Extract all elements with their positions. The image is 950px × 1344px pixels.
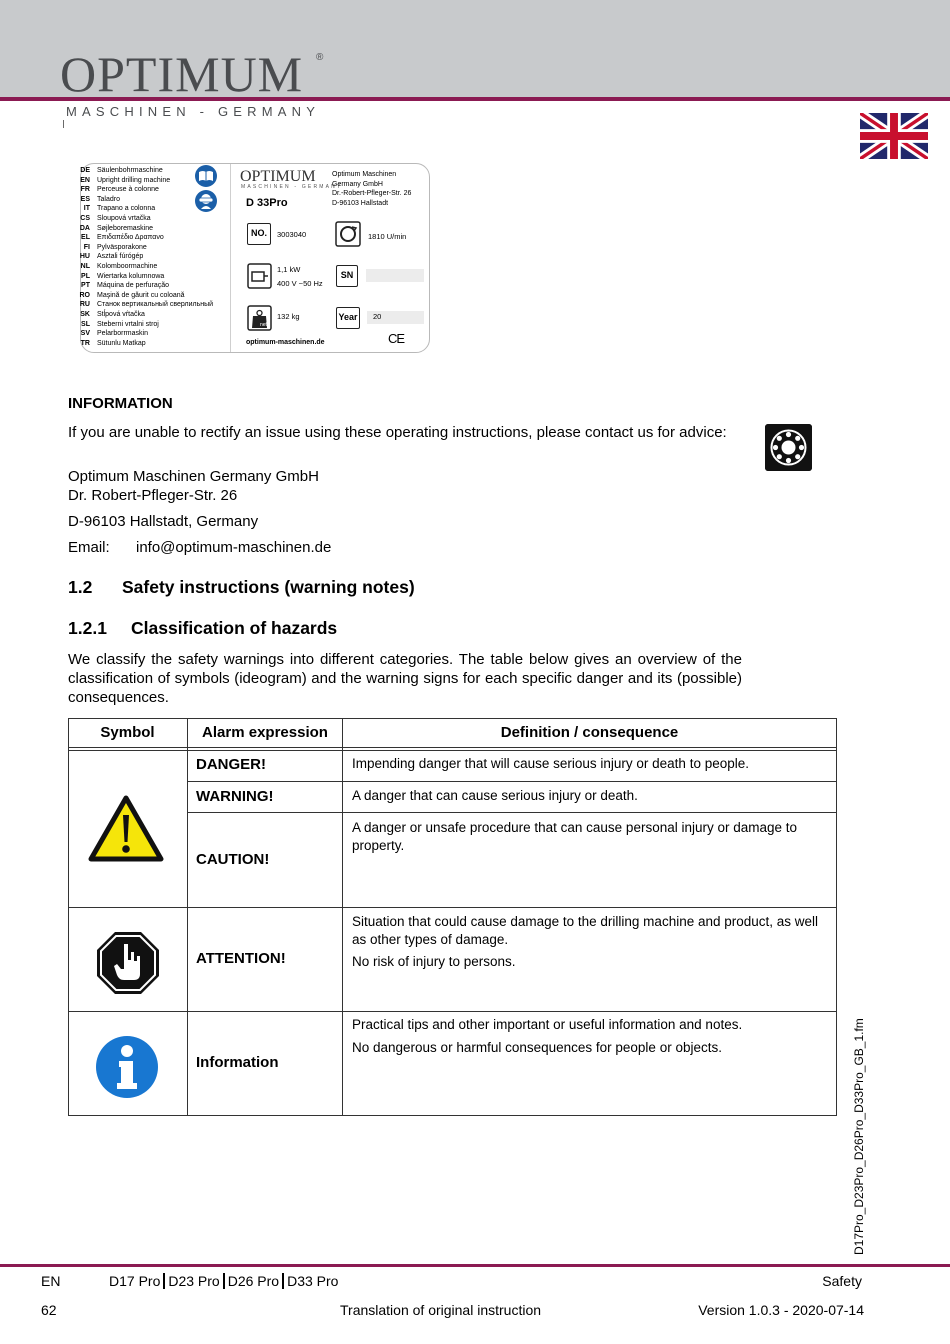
alarm-warning: WARNING!: [196, 788, 274, 805]
nameplate-divider: [230, 164, 231, 352]
section-title-1-2: Safety instructions (warning notes): [122, 577, 415, 597]
weight-icon-label: net: [260, 322, 267, 328]
footer-model: D33 Pro: [287, 1273, 339, 1289]
language-machine-name: Станок вертикальный сверлильный: [97, 301, 214, 309]
table-header-rule-1: [68, 747, 837, 748]
language-machine-name: Steberni vrtalni stroj: [97, 320, 159, 328]
footer-language: EN: [41, 1273, 61, 1289]
information-icon: [95, 1035, 159, 1099]
language-machine-name: Maşină de găurit cu coloană: [97, 291, 185, 299]
language-code: HU: [79, 253, 90, 261]
table-header-alarm: Alarm expression: [202, 724, 328, 741]
source-file-label: D17Pro_D23Pro_D26Pro_D33Pro_GB_1.fm: [852, 1018, 866, 1255]
table-col-line-1: [187, 718, 188, 1116]
language-code: IT: [83, 205, 90, 213]
language-machine-name: Stĺpová vŕtačka: [97, 311, 145, 318]
table-border-top: [68, 718, 837, 719]
footer-model: D17 Pro: [109, 1273, 161, 1289]
language-code: SL: [81, 320, 90, 328]
alarm-caution: CAUTION!: [196, 851, 270, 868]
language-machine-name: Pelarborrmaskin: [97, 330, 148, 338]
table-header-definition: Definition / consequence: [500, 724, 679, 741]
table-border-right: [836, 718, 837, 1116]
definition-information-note: No dangerous or harmful consequences for people or objects.: [352, 1040, 722, 1055]
language-code: SK: [80, 311, 90, 318]
footer-translation-note: Translation of original instruction: [340, 1302, 542, 1318]
table-row-line-4: [68, 1011, 837, 1012]
information-heading: INFORMATION: [68, 395, 173, 412]
email-link[interactable]: info@optimum-maschinen.de: [136, 539, 332, 556]
article-number-value: 3003040: [277, 230, 307, 239]
nameplate-logo: OPTIMUM: [240, 168, 316, 185]
alarm-danger: DANGER!: [196, 756, 266, 773]
language-code: EL: [81, 234, 90, 242]
company-city: D-96103 Hallstadt, Germany: [68, 513, 259, 530]
language-code: DE: [80, 167, 90, 174]
year-label: Year: [336, 307, 360, 329]
language-code: FR: [80, 186, 90, 194]
language-code: ES: [80, 195, 90, 203]
definition-attention: Situation that could cause damage to the drilling machine and product, as well as other types of damage.: [352, 914, 819, 947]
motor-icon: [247, 263, 272, 289]
brand-tick: [63, 120, 64, 128]
email-label: Email:: [68, 539, 110, 556]
table-row-line-2: [187, 812, 837, 813]
language-machine-name: Máquina de perfuração: [97, 282, 169, 290]
language-code: PT: [81, 282, 90, 290]
language-machine-name: Επιδαπέδιο Δραπανο: [97, 234, 164, 242]
company-name: Optimum Maschinen Germany GmbH: [68, 468, 319, 485]
footer-rule: [0, 1264, 950, 1267]
definition-attention-note: No risk of injury to persons.: [352, 954, 516, 969]
table-col-line-2: [342, 718, 343, 1116]
nameplate-model: D 33Pro: [246, 197, 288, 209]
definition-caution: A danger or unsafe procedure that can cause personal injury or damage to property.: [352, 820, 798, 853]
alarm-information: Information: [196, 1054, 279, 1071]
nameplate-website: optimum-maschinen.de: [246, 339, 325, 346]
section-number-1-2: 1.2: [68, 577, 93, 597]
nameplate-address: Optimum Maschinen Germany GmbH Dr.-Robert-Pfleger-Str. 26 D-96103 Hallstadt: [332, 171, 412, 207]
language-machine-name: Kolomboormachine: [97, 263, 158, 270]
language-machine-name: Sütunlu Matkap: [97, 339, 146, 347]
alarm-attention: ATTENTION!: [196, 950, 286, 967]
serial-number-field: [366, 269, 424, 282]
language-code: DA: [79, 224, 90, 232]
language-code: EN: [80, 176, 90, 184]
warning-triangle-icon: [88, 795, 164, 862]
language-machine-name: Säulenbohrmaschine: [97, 167, 163, 174]
power-value: 1,1 kW: [277, 265, 301, 274]
brand-tagline: MASCHINEN - GERMANY: [66, 104, 321, 119]
language-machine-name: Taladro: [97, 195, 120, 203]
language-machine-name: Sloupová vrtačka: [97, 215, 151, 222]
language-code: RU: [79, 301, 90, 309]
language-code: RO: [79, 291, 90, 299]
language-code: SV: [80, 330, 90, 338]
phone-dial-icon: [765, 424, 812, 471]
hazard-table: [68, 718, 837, 1116]
table-row-line-3: [68, 907, 837, 908]
definition-warning: A danger that can cause serious injury or death.: [352, 788, 638, 803]
attention-stop-hand-icon: [95, 930, 161, 996]
footer-chapter: Safety: [822, 1273, 862, 1289]
table-border-bottom: [68, 1115, 837, 1116]
language-code: FI: [83, 243, 90, 251]
company-street: Dr. Robert-Pfleger-Str. 26: [68, 487, 238, 504]
footer-page-number: 62: [41, 1302, 57, 1318]
weight-value: 132 kg: [277, 312, 300, 321]
speed-value: 1810 U/min: [368, 232, 407, 241]
footer-model: D23 Pro: [168, 1273, 220, 1289]
footer-version: Version 1.0.3 - 2020-07-14: [698, 1302, 864, 1318]
definition-danger: Impending danger that will cause serious injury or death to people.: [352, 756, 749, 771]
language-machine-name: Asztali fúrógép: [97, 253, 144, 261]
read-manual-icon: [195, 165, 217, 187]
language-code: TR: [80, 339, 90, 347]
nameplate-logo-tagline: MASCHINEN - GERMANY: [241, 184, 343, 190]
year-field: 20: [367, 311, 424, 324]
brand-logo: OPTIMUM: [60, 46, 304, 102]
table-header-symbol: Symbol: [100, 724, 155, 741]
language-machine-name: Trapano a colonna: [97, 205, 156, 213]
section-title-1-2-1: Classification of hazards: [131, 618, 338, 638]
ce-mark: CE: [388, 331, 405, 346]
language-code: PL: [81, 272, 90, 280]
brand-registered-mark: ®: [316, 52, 324, 63]
language-machine-name: Søjleboremaskine: [97, 224, 154, 232]
article-number-label: NO.: [247, 223, 271, 245]
eye-protection-icon: [195, 190, 217, 212]
language-code: CS: [80, 215, 90, 222]
definition-information: Practical tips and other important or useful information and notes.: [352, 1017, 743, 1032]
footer-models: [109, 1273, 338, 1289]
information-text: If you are unable to rectify an issue using these operating instructions, please contact us for advice:: [68, 424, 727, 441]
footer-model: D26 Pro: [227, 1273, 280, 1289]
serial-number-label: SN: [336, 265, 358, 287]
language-machine-name: Perceuse à colonne: [97, 186, 159, 194]
table-row-line-1: [187, 781, 837, 782]
language-machine-name: Wiertarka kolumnowa: [97, 272, 165, 280]
table-border-left: [68, 718, 69, 1116]
classification-intro: We classify the safety warnings into different categories. The table below gives an overview of the classification of symbols (ideogram) and the warning signs for each specific danger and its (possible) consequences.: [68, 651, 742, 706]
language-machine-name: Pylväsporakone: [97, 243, 147, 251]
uk-flag-icon: [860, 113, 928, 159]
voltage-value: 400 V ~50 Hz: [277, 279, 323, 288]
section-number-1-2-1: 1.2.1: [68, 618, 107, 638]
language-machine-name: Upright drilling machine: [97, 176, 171, 184]
table-header-rule-2: [68, 750, 837, 751]
speed-icon: [335, 221, 361, 247]
language-code: NL: [80, 263, 90, 270]
